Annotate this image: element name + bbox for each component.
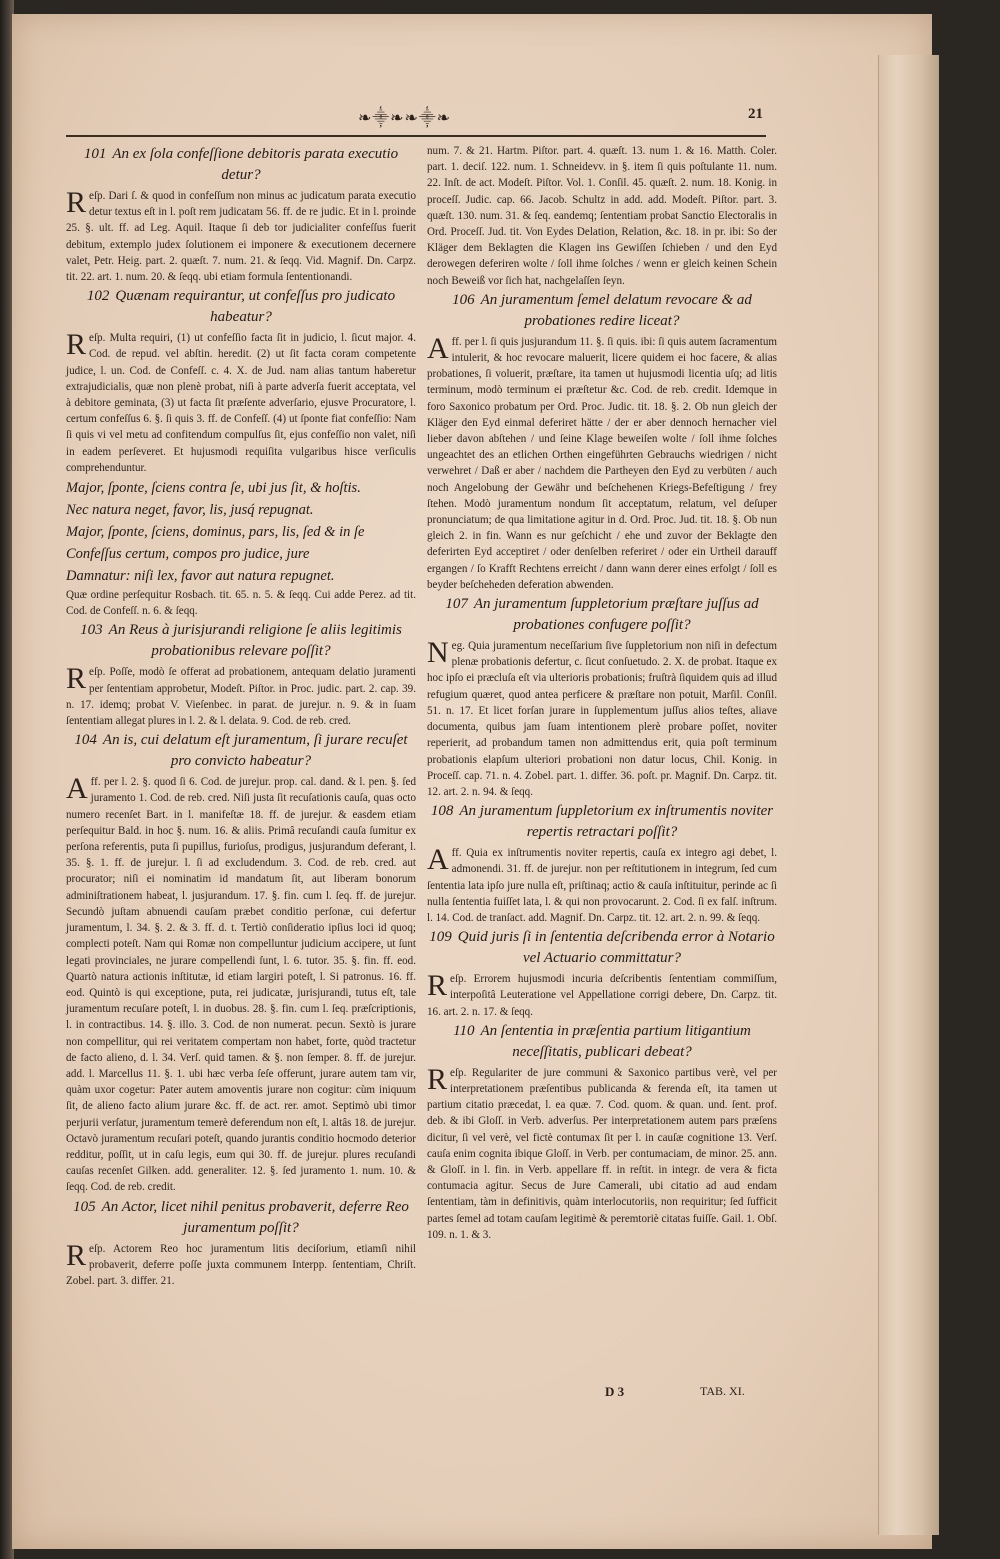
answer-paragraph: Aff. per l. ſi quis jusjurandum 11. §. ſi quis. ibi: ſi quis autem ſacramentum intulerit, & hoc revocare maluerit, licere quidem ei hoc facere, & alias probationes, ſi voluerit, præſtare, ita tamen ut hujusmodi licentia uſq; ad litis terminum, modò terminum ei præſtetur &c. Cod. de reb. credit. Idemque in foro Saxonico probatum per Ord. Proc. Judic. tit. 18. §. 2. Ob nun gleich der Kläger den Eyd einmal deferiret hätte / der er aber dennoch hernacher viel lieber davon abſtehen / und ſeine Klage beweiſen wolte / ſoll ihme ſolches ungeachtet des an etlichen Orthen eingeführten Gebrauchs wiedrigen / nicht verwehret / Daß er aber / nachdem die Partheyen den Eyd zu verbüten / auch noch Angelobung der Gewähr und beſchehenen Kriegs-Befeſtigung / frey ſtehen. Modò juramentum nondum ſit acceptatum, relatum, vel deſuper pronunciatum; de qua limitatione agitur in d. Ord. Proc. Jud. tit. 18. §. Ob nun gleich 2. in fin. Wann es nur geſchicht / ehe und zuvor der Beklagte den deferirten Eyd acceptiret / oder denſelben referiret / oder ein Urtheil darauff ergangen / ſo Krafft Rechtens erreicht / dann wann derer eines erfolgt / ſoll es beyder beſcheheden deferation abwenden. (427, 331, 777, 591)
answer-paragraph: num. 7. & 21. Hartm. Piſtor. part. 4. quæſt. 13. num 1. & 16. Matth. Coler. part. 1. deciſ. 122. num. 1. Schneidevv. in §. item ſi quis poſtulante 11. num. 22. Inſt. de act. Modeſt. Piſtor. Vol. 1. Conſil. 45. quæſt. 2. num. 18. Konig. in proceſſ. Judic. cap. 66. Jacob. Schultz in add. add. Modeſt. Piſtor. part. 3. quæſt. 130. num. 31. & ſeq. eandemq; ſententiam probat Sanctio Electoralis in Ord. Proceſſ. Jud. tit. Von Eydes Delation, Relation, &c. 18. in pr. ibi: So der Kläger dem Beklagten die Klagen ins Gewiſſen ſchieben / und den Eyd derowegen deferiren wolte / ſoll ihme ſolches / wenn er gleich keinen Schein noch Beweiß vor ſich hat, nachgelaſſen ſeyn. (427, 145, 777, 287)
question-heading (66, 144, 416, 186)
answer-paragraph: Reſp. Poſſe, modò ſe offerat ad probationem, antequam delatio juramenti per ſententiam approbetur, Modeſt. Piſtor. in Proc. judic. part. 2. cap. 39. n. 17. idemq; probat V. Vieſenbec. in parat. de jurejur. n. 9. & in ſuam ſententiam allegat plures in l. 2. & l. delata. 9. Cod. de reb. cred. (66, 662, 416, 728)
question-text: An juramentum ſuppletorium præſtare juſſus ad probationes confugere poſſit? (473, 596, 759, 634)
header-ornament: ❧⸎❧❧⸎❧ (358, 110, 451, 127)
question-number: 110 (453, 1022, 475, 1039)
question-number: 103 (80, 622, 103, 639)
question-text: An Reus à jurisjurandi religione ſe aliis legitimis probationibus relevare poſſit? (108, 622, 402, 660)
question-heading (427, 290, 777, 332)
question-text: Quænam requirantur, ut confeſſus pro judicato habeatur? (115, 288, 396, 326)
verse-line: Confeſſus certum, compos pro judice, jure (66, 546, 310, 563)
answer-paragraph: Reſp. Regulariter de jure communi & Saxonico partibus verè, vel per interpretationem præſentibus publicanda & ferenda eſt, ita tamen ut partium citatio præcedat, l. ea quæ. 7. Cod. quom. & quan. und. ſent. prof. deb. & ibi Gloſſ. in Verb. adverſus. Per interpretationem autem pars præſens dicitur, ſi vel verè, vel fictè contumax ſit per l. in cauſæ cognitione 13. Verſ. cauſa enim cognita ibique Gloſſ. in Verb. per contumaciam, de minor. 25. ann. & Gloſſ. in l. fin. in Verb. appellare ff. in reſtit. in integr. de vera & ficta contumacia agitur. Secus de Jure Camerali, ubi citatio ad aud endam ſententiam, tàm in definitivis, quàm interlocutoriis, non requiritur; ſed ſufficit partes ſemel ad totam cauſam legitimè & peremtoriè citatas fuiſſe. Gail. 1. Obſ. 109. n. 1. & 3. (427, 1062, 777, 1241)
signature-mark: D 3 (605, 1384, 625, 1399)
catchword: TAB. XI. (700, 1384, 745, 1398)
answer-paragraph: Reſp. Dari ſ. & quod in confeſſum non minus ac judicatum parata executio detur textus eſt in l. poſt rem judicatam 56. ff. de re judic. Et in l. proinde 25. §. ult. ff. ad Leg. Aquil. Itaque ſi deb tor judicialiter confeſſus fuerit debitum, extemplo judex ſolutionem ei imponere & executionem decernere valet, Petr. Heig. part. 2. quæſt. 7. num. 21. & ſeqq. Vid. Magnif. Dn. Carpz. tit. 22. art. 1. num. 20. & ſeqq. ubi etiam formula ſententionandi. (66, 186, 416, 284)
question-heading (66, 620, 416, 662)
question-number: 102 (86, 288, 110, 305)
question-text: Quid juris ſi in ſententia deſcribenda error à Notario vel Actuario committatur? (457, 929, 775, 967)
question-heading (66, 730, 416, 772)
page-edge (878, 55, 939, 1535)
verse-line: Major, ſponte, ſciens contra ſe, ubi jus ſit, & hoſtis. (66, 480, 361, 497)
question-text: An Actor, licet nihil penitus probaverit, deferre Reo juramentum poſſit? (101, 1198, 409, 1236)
verse-line: Nec natura neget, favor, lis, jusq́ repugnat. (66, 502, 314, 519)
verse-line: Damnatur: niſi lex, favor aut natura repugnet. (66, 568, 335, 585)
question-heading (427, 594, 777, 636)
answer-paragraph: Quæ ordine perſequitur Rosbach. tit. 65. n. 5. & ſeqq. Cui adde Perez. ad tit. Cod. de Confeſſ. n. 6. & ſeqq. (66, 589, 416, 618)
answer-paragraph: Neg. Quia juramentum neceſſarium ſive ſuppletorium non niſi in defectum plenæ probationis defertur, c. ſicut conſuetudo. 2. X. de probat. Itaque ex hoc ipſo ei præcluſa eſt via ulterioris probationis; fruſtrà ſiquidem quis ad illud refugium quæret, quod antea perficere & præſtare non potuit, Marſil. Conſil. 51. n. 17. Et licet forſan jurare in ſupplementum juſſus alios teſtes, aliave documenta, quibus jam ſuam intentionem plerè probare poſſet, noviter reperierit, ad probandum tamen non admittendus erit, quia poſt terminum probationis elapſum ulteriori probationi non datur locus, Chil. Konig. in Proceſſ. cap. 71. n. 4. Zobel. part. 1. differ. 36. poſt. pr. Magnif. Dn. Carpz. tit. 12. art. 2. n. 94. & ſeqq. (427, 636, 777, 798)
question-heading (66, 1197, 416, 1239)
question-text: An juramentum ſuppletorium ex inſtrumentis noviter repertis retractari poſſit? (459, 803, 774, 841)
question-text: An juramentum ſemel delatum revocare & ad probationes redire liceat? (480, 291, 752, 329)
header-rule (66, 135, 766, 137)
question-text: An ex ſola confeſſione debitoris parata executio detur? (112, 146, 399, 183)
answer-paragraph: Reſp. Actorem Reo hoc juramentum litis deciſorium, etiamſi nihil probaverit, deferre poſſe juxta communem Interpp. ſententiam, Chriſt. Zobel. part. 3. differ. 21. (66, 1238, 416, 1287)
verse-line: Major, ſponte, ſciens, dominus, pars, lis, ſed & in ſe (66, 524, 365, 541)
question-text: An ſententia in præſentia partium litigantium neceſſitatis, publicari debeat? (480, 1022, 751, 1060)
question-number: 108 (430, 803, 454, 820)
question-text: An is, cui delatum eſt juramentum, ſi jurare recuſet pro convicto habeatur? (102, 732, 408, 770)
question-number: 101 (83, 146, 107, 162)
question-number: 105 (73, 1198, 96, 1215)
answer-paragraph: Reſp. Multa requiri, (1) ut confeſſio facta ſit in judicio, l. ſicut major. 4. Cod. de repud. vel abſtin. heredit. (2) ut ſit facta coram competente judice, l. un. Cod. de Confeſſ. c. 4. X. de Jud. nam alias tantum haberetur extrajudicialis, quæ non plenè probat, niſi à parte adverſa fuerit acceptata, vel à debitore geminata, (3) ut facta ſit præſente adverſario, ejusve Procuratore, l. certum confeſſus 6. §. ſi quis 3. ff. de Confeſſ. (4) ut ſponte fiat confeſſio: Nam ſi quis vi vel metu ad confitendum compulſus ſit, ejus confeſſio non valet, niſi in eadem perſeveret. Et hujusmodi requiſita vulgaribus hisce verſiculis comprehenduntur. (66, 328, 416, 474)
question-number: 107 (445, 596, 468, 613)
question-heading (427, 801, 777, 843)
question-number: 104 (74, 732, 97, 749)
left-column (66, 143, 416, 1290)
question-heading (66, 286, 416, 328)
question-heading (427, 927, 777, 969)
answer-paragraph: Reſp. Errorem hujusmodi incuria deſcribentis ſententiam commiſſum, interpoſitâ Leuteratione vel Appellatione corrigi debere, Dn. Carpz. tit. 16. art. 2. n. 17. & ſeqq. (427, 969, 777, 1018)
question-number: 106 (452, 291, 475, 308)
question-number: 109 (429, 929, 452, 946)
page-number: 21 (748, 106, 763, 122)
question-heading (427, 1021, 777, 1063)
answer-paragraph: Aff. per l. 2. §. quod ſi 6. Cod. de jurejur. prop. cal. dand. & l. pen. §. ſed juramento 1. Cod. de reb. cred. Niſi justa ſit recuſationis cauſa, quas octo numero recenſet Bart. in l. manifeſtæ 18. ff. de jurejur. & easdem etiam perſequitur Bald. in hoc §. num. 16. & aliis. Primâ recuſandi cauſa ſumitur ex perſona referentis, puta ſi pupillus, furioſus, prodigus, jusjurandum deferant, l. 35. §. 1. ff. de jurejur. l. ſi ad excludendum. 3. Cod. de reb. cred. aut procurator; niſi ei nominatim id mandatum ſit, aut liberam bonorum adminiſtrationem habeat, l. jusjurandum. 17. §. fin. cum l. ſeq. ff. de jurejur. Secundò juſtam abnuendi cauſam præbet conditio perſonæ, cui defertur juramentum, l. 34. §. 2. & 3. ff. d. t. Tertiò conſideratio ipſius loci id quoq; complecti poteſt. Nam qui Romæ non compelluntur judicium accipere, ut ſunt legati provinciales, ne jurare compellendi ſunt, l. 6. tutor. 35. §. fin. ff. eod. Quartò natura actionis inſtitutæ, id etiam largiri poteſt, l. Si patronus. 16. ff. eod. Quintò is qui exceptione, puta, rei judicatæ, jurisjurandi, tutus eſt, tale juramentum recuſare poteſt, l. in duobus. 28. §. fin. cum l. ſeq. præſcriptionis, l. in contractibus. 14. §. illo. 3. Cod. de non numerat. pecun. Sextò is jurare non compellitur, qui rei veritatem compertam non habet, forte, quòd tractetur de facto alieno, d. l. 34. Verſ. quid tamen. & §. non ſemper. 8. ff. de jurejur. add. l. Marcellus 11. §. 1. ubi hæc verba ſeſe offerunt, jurare autem tam vir, quàm uxor cogetur: Pater autem amoventis jurare non cogitur: cùm iniquum ſit, de alieno facto alium jurare &c. ff. de act. rer. amot. Septimò ubi timor perjurii verſatur, juramentum temerè deferendum non eſt, l. altâs 18. de jurejur. Octavò juramentum recuſari poteſt, quando jurantis conditio hocmodo deterior redditur, poſſit, ut in caſu legis, eum qui 30. ff. de jurejur. plures recuſandi cauſas recenſet Gilken. add. generaliter. 12. §. ſed juramento 1. num. 10. & ſeqq. Cod. de reb. credit. (66, 772, 416, 1194)
answer-paragraph: Aff. Quia ex inſtrumentis noviter repertis, cauſa ex integro agi debet, l. admonendi. 31. ff. de jurejur. non per reſtitutionem in integrum, ſed cum ſententia lata ipſo jure nulla eſt, priſtinaq; actio & cauſa inſtituitur, perinde ac ſi nulla ſententia fuiſſet lata, l. & qui non provocarunt. 2. Cod. ſi ex falſ. inſtrum. l. 14. Cod. de tranſact. add. Magnif. Dn. Carpz. tit. 12. art. 2. n. 99. & ſeqq. (427, 843, 777, 924)
right-column (427, 143, 777, 1244)
